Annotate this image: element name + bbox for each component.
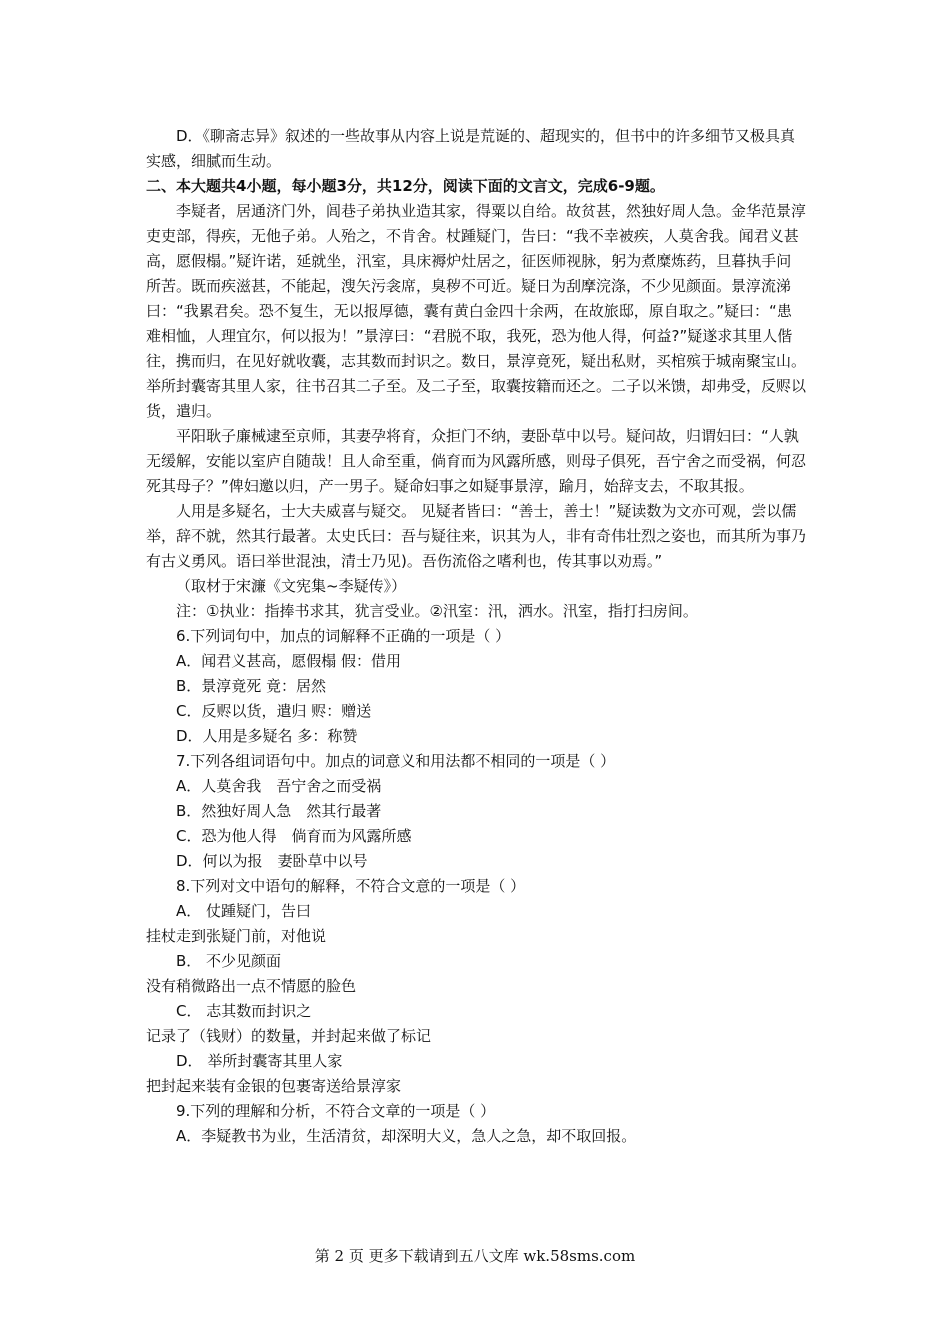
question-6-option-c: C．反赆以货，遣归 赆：赠送: [176, 702, 372, 720]
question-9-stem: 9.下列的理解和分析，不符合文章的一项是（ ）: [176, 1102, 496, 1120]
question-8-option-a-explanation: 挂杖走到张疑门前，对他说: [146, 927, 327, 945]
annotation: 注：①执业：指捧书求其，犹言受业。②汛室：汛，洒水。汛室，指打扫房间。: [176, 602, 698, 620]
question-7-option-c: C．恐为他人得 倘育而为风露所感: [176, 827, 412, 845]
question-8-option-d: D． 举所封囊寄其里人家: [176, 1052, 343, 1070]
question-8-option-b: B． 不少见颜面: [176, 952, 282, 970]
question-6-option-a: A．闻君义甚高，愿假榻 假：借用: [176, 652, 402, 670]
question-7-option-b: B．然独好周人急 然其行最著: [176, 802, 382, 820]
passage-paragraph-2: 平阳耿子廉械逮至京师，其妻孕将育，众拒门不纳，妻卧草中以号。疑问故，归谓妇曰：“人孰无缓解，安能以室庐自随哉！且人命至重，倘育而为风露所感，则母子俱死，吾宁舍之而受祸，何忍死其母子？”俾妇邀以归，产一男子。疑命妇事之如疑事景淳，踰月，始辞支去，不取其报。: [146, 427, 807, 495]
question-6-stem: 6.下列词句中，加点的词解释不正确的一项是（ ）: [176, 627, 511, 645]
question-8-option-a: A． 仗踵疑门，告曰: [176, 902, 312, 920]
question-8-stem: 8.下列对文中语句的解释，不符合文意的一项是（ ）: [176, 877, 526, 895]
question-8-option-b-explanation: 没有稍微路出一点不情愿的脸色: [146, 977, 357, 995]
page-footer: 第 2 页 更多下载请到五八文库 wk.58sms.com: [314, 1247, 636, 1265]
question-8-option-c: C． 志其数而封识之: [176, 1002, 312, 1020]
section-heading: 二、本大题共4小题，每小题3分，共12分，阅读下面的文言文，完成6-9题。: [146, 177, 665, 195]
passage-paragraph-1: 李疑者，居通济门外，闾巷子弟执业造其家，得粟以自给。故贫甚，然独好周人急。金华范景淳吏吏部，得疾，无他子弟。人殆之，不肯舍。杖踵疑门，告曰：“我不幸被疾，人莫舍我。闻君义甚高，愿假榻。”疑许诺，延就坐，汛室，具床褥炉灶居之，征医师视脉，躬为煮糜炼药，旦暮执手问所苦。既而疾滋甚，不能起，溲矢污衾席，臭秽不可近。疑日为刮摩浣涤，不少见颜面。景淳流涕曰：“我累君矣。恐不复生，无以报厚德，囊有黄白金四十余两，在故旅邸，原自取之。”疑曰：“患难相恤，人理宜尔，何以报为！”景淳曰：“君脱不取，我死，恐为他人得，何益?”疑遂求其里人偕往，携而归，在见好就收囊，志其数而封识之。数日，景淳竟死，疑出私财，买棺殡于城南聚宝山。举所封囊寄其里人家，往书召其二子至。及二子至，取囊按籍而还之。二子以米馈，却弗受，反赆以货，遣归。: [146, 202, 807, 420]
passage-paragraph-3: 人用是多疑名，士大夫威喜与疑交。 见疑者皆曰：“善士，善士！”疑读数为文亦可观，尝以儒举，辞不就，然其行最著。太史氏曰：吾与疑往来，识其为人，非有奇伟壮烈之姿也，而其所为事乃有古义勇风。语曰举世混浊，清士乃见)。吾伤流俗之嗜利也，传其事以劝焉。”: [146, 502, 807, 570]
source-note: （取材于宋濂《文宪集~李疑传》）: [176, 577, 407, 595]
document-page: [146, 124, 806, 1149]
question-6-option-d: D．人用是多疑名 多：称赞: [176, 727, 358, 745]
question-7-stem: 7.下列各组词语句中。加点的词意义和用法都不相同的一项是（ ）: [176, 752, 616, 770]
question-6-option-b: B．景淳竟死 竟：居然: [176, 677, 327, 695]
question-8-option-d-explanation: 把封起来装有金银的包裹寄送给景淳家: [146, 1077, 402, 1095]
question-7-option-a: A．人莫舍我 吾宁舍之而受祸: [176, 777, 382, 795]
question-8-option-c-explanation: 记录了（钱财）的数量，并封起来做了标记: [146, 1027, 432, 1045]
question-7-option-d: D．何以为报 妻卧草中以号: [176, 852, 368, 870]
option-d-intro: D．《聊斋志异》叙述的一些故事从内容上说是荒诞的、超现实的，但书中的许多细节又极具真实感，细腻而生动。: [146, 127, 796, 170]
question-9-option-a: A．李疑教书为业，生活清贫，却深明大义，急人之急，却不取回报。: [176, 1127, 637, 1145]
